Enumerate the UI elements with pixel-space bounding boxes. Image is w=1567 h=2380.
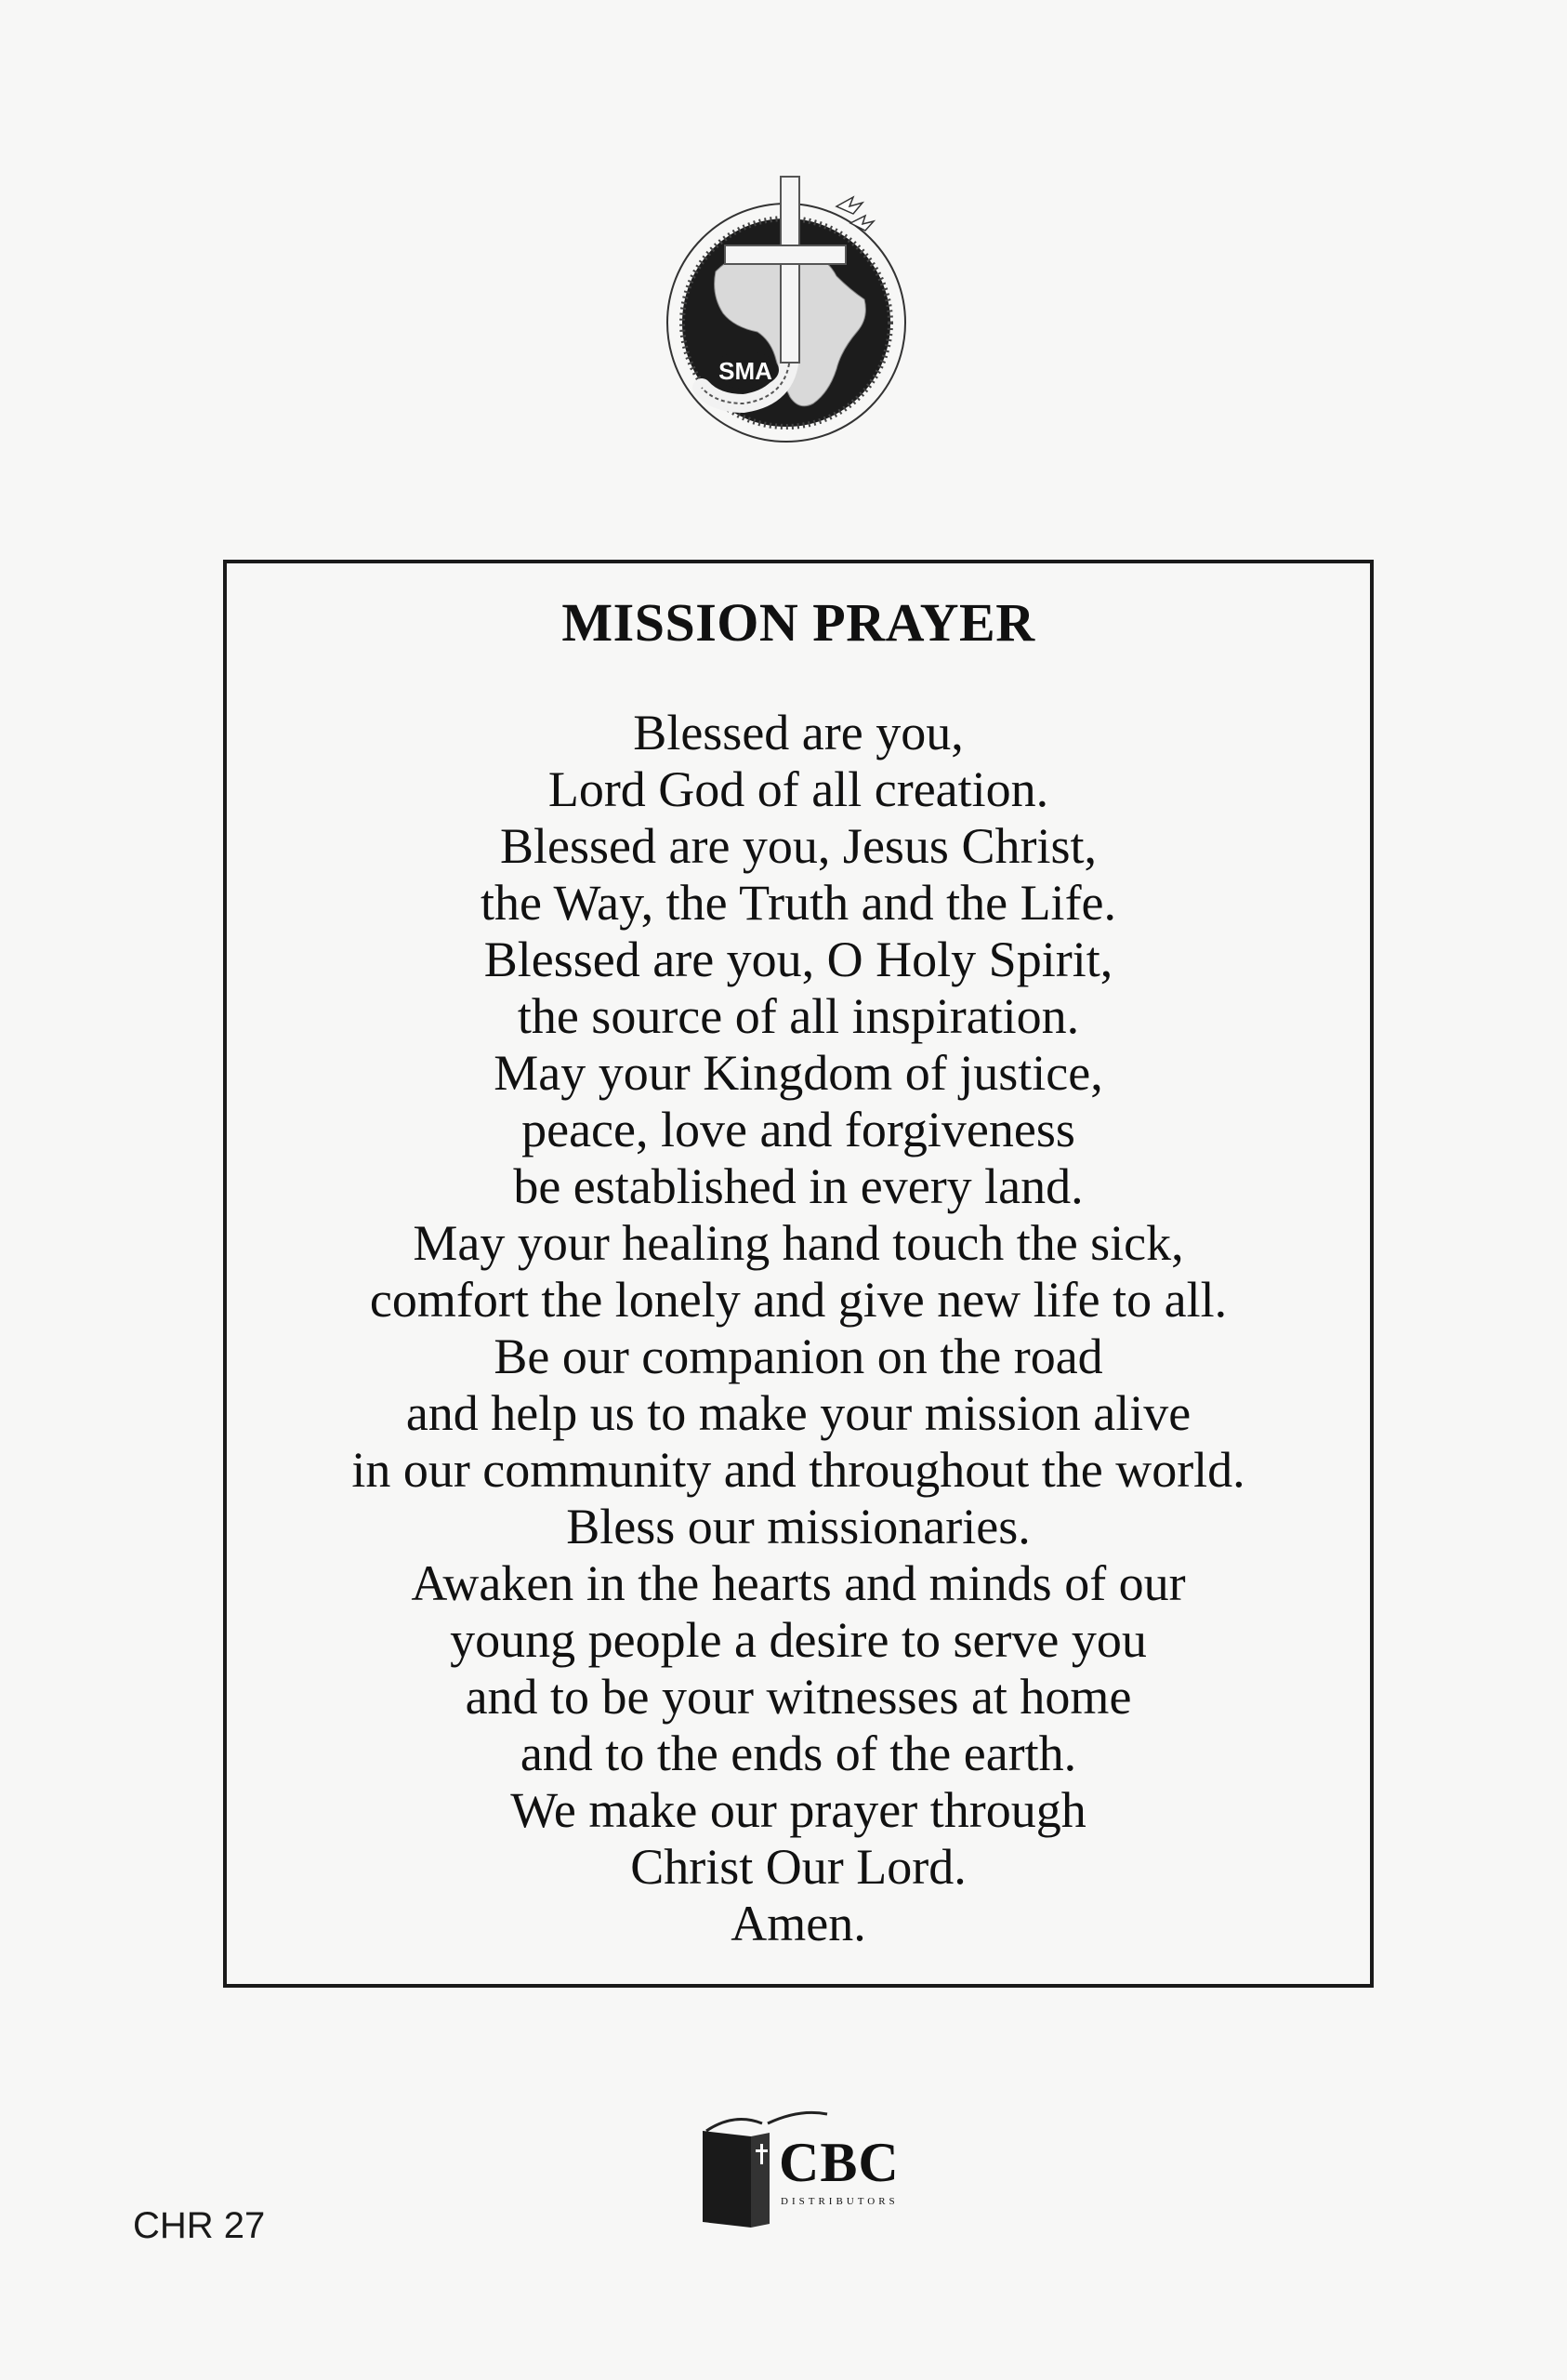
prayer-line: and to be your witnesses at home xyxy=(465,1669,1132,1725)
prayer-line: be established in every land. xyxy=(513,1158,1084,1214)
publisher-subtitle: DISTRIBUTORS xyxy=(781,2196,899,2207)
prayer-line: young people a desire to serve you xyxy=(450,1612,1147,1668)
prayer-line: the source of all inspiration. xyxy=(517,988,1080,1044)
prayer-line: the Way, the Truth and the Life. xyxy=(480,875,1117,931)
prayer-line: Lord God of all creation. xyxy=(547,761,1049,817)
prayer-card xyxy=(223,560,1374,1988)
prayer-text xyxy=(227,705,1370,1952)
prayer-line: peace, love and forgiveness xyxy=(521,1102,1075,1157)
prayer-line: May your healing hand touch the sick, xyxy=(413,1215,1184,1271)
prayer-line: Blessed are you, xyxy=(633,705,964,760)
prayer-line: and to the ends of the earth. xyxy=(520,1726,1077,1781)
prayer-line: Awaken in the hearts and minds of our xyxy=(411,1555,1186,1611)
sma-logo-text: SMA xyxy=(718,357,772,385)
product-code: CHR 27 xyxy=(133,2205,266,2246)
publisher-name: CBC xyxy=(779,2132,900,2193)
prayer-title: MISSION PRAYER xyxy=(561,592,1035,653)
prayer-line: Christ Our Lord. xyxy=(630,1839,967,1895)
prayer-line: Be our companion on the road xyxy=(494,1329,1103,1384)
prayer-line: Bless our missionaries. xyxy=(566,1499,1031,1554)
prayer-line: in our community and throughout the world. xyxy=(351,1442,1245,1498)
prayer-line: Blessed are you, O Holy Spirit, xyxy=(483,932,1113,987)
prayer-line: May your Kingdom of justice, xyxy=(494,1045,1103,1101)
sma-logo-icon xyxy=(651,160,929,448)
prayer-line: comfort the lonely and give new life to all. xyxy=(369,1272,1228,1328)
prayer-line: Blessed are you, Jesus Christ, xyxy=(500,818,1097,874)
prayer-line: and help us to make your mission alive xyxy=(405,1385,1192,1441)
prayer-line: We make our prayer through xyxy=(510,1782,1086,1838)
prayer-line: Amen. xyxy=(731,1896,866,1951)
